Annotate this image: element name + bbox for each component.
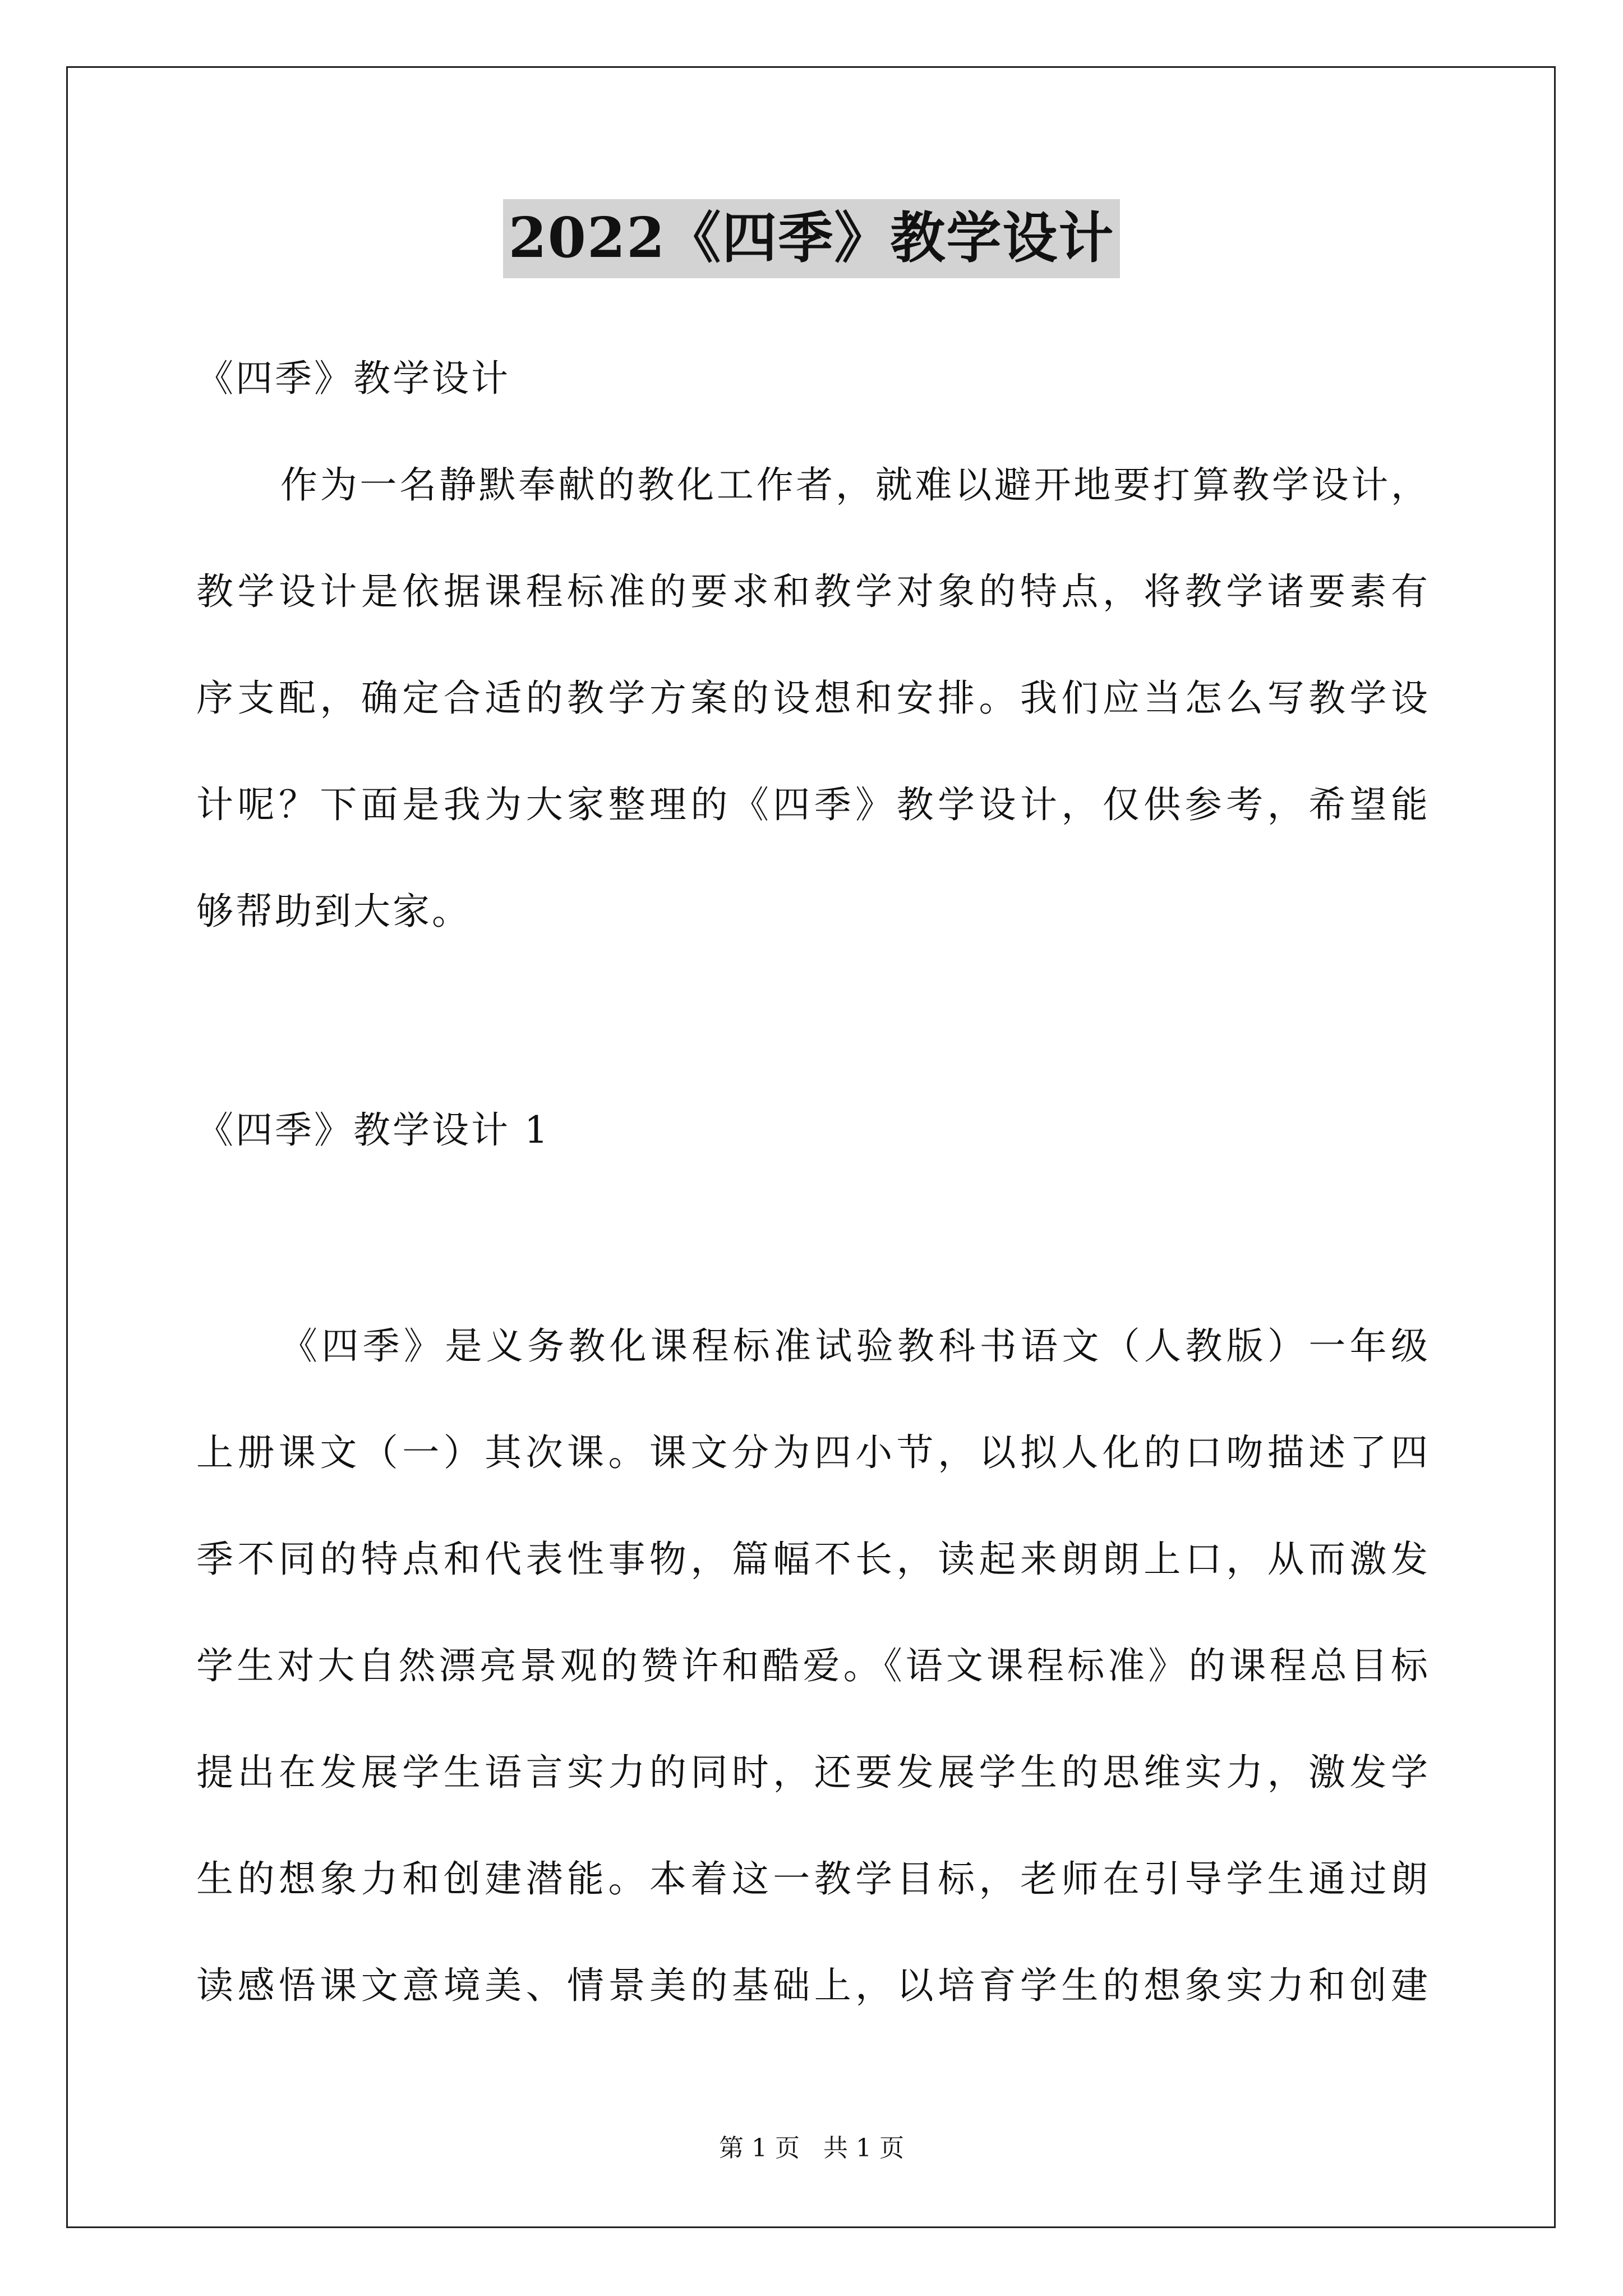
intro-line-2: 教学设计是依据课程标准的要求和教学对象的特点，将教学诸要素有 <box>196 570 1430 613</box>
page-number-footer: 第 1 页 共 1 页 <box>719 2134 904 2162</box>
body-line-3: 季不同的特点和代表性事物，篇幅不长，读起来朗朗上口，从而激发 <box>196 1538 1430 1581</box>
title-container <box>0 199 1623 278</box>
intro-line-5: 够帮助到大家。 <box>196 890 471 933</box>
intro-line-3: 序支配，确定合适的教学方案的设想和安排。我们应当怎么写教学设 <box>196 677 1430 720</box>
intro-line-1: 作为一名静默奉献的教化工作者，就难以避开地要打算教学设计， <box>280 463 1430 507</box>
document-title: 2022《四季》教学设计 <box>503 199 1121 278</box>
body-line-4: 学生对大自然漂亮景观的赞许和酷爱。《语文课程标准》的课程总目标 <box>196 1644 1430 1687</box>
intro-line-4: 计呢？下面是我为大家整理的《四季》教学设计，仅供参考，希望能 <box>196 783 1430 826</box>
body-line-6: 生的想象力和创建潜能。本着这一教学目标，老师在引导学生通过朗 <box>196 1857 1430 1901</box>
section-heading: 《四季》教学设计 1 <box>196 1108 550 1152</box>
body-line-2: 上册课文（一）其次课。课文分为四小节，以拟人化的口吻描述了四 <box>196 1431 1430 1474</box>
subtitle: 《四季》教学设计 <box>196 357 510 400</box>
body-line-7: 读感悟课文意境美、情景美的基础上，以培育学生的想象实力和创建 <box>196 1964 1430 2007</box>
body-line-1: 《四季》是义务教化课程标准试验教科书语文（人教版）一年级 <box>280 1324 1430 1368</box>
body-line-5: 提出在发展学生语言实力的同时，还要发展学生的思维实力，激发学 <box>196 1751 1430 1794</box>
